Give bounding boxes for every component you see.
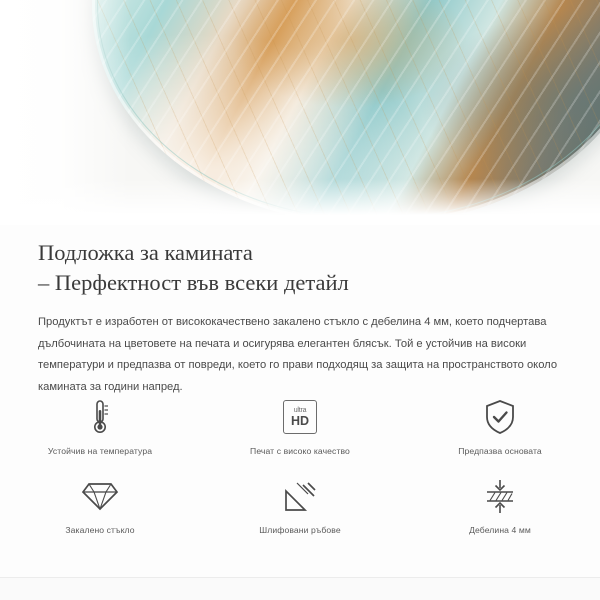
feature-grid	[0, 395, 600, 535]
page-title-line-2: – Перфектност във всеки детайл	[38, 270, 349, 295]
thermometer-icon	[90, 395, 110, 439]
feature-item	[200, 474, 400, 535]
ultra-hd-icon: ultra HD	[283, 395, 317, 439]
content-block	[0, 225, 600, 398]
feature-label: Закалено стъкло	[65, 525, 135, 535]
feature-item	[0, 474, 200, 535]
feature-item	[0, 395, 200, 456]
feature-label: Дебелина 4 мм	[469, 525, 531, 535]
feature-item	[400, 395, 600, 456]
footer-divider	[0, 577, 600, 600]
thickness-arrows-icon	[483, 474, 517, 518]
hero-product-image	[0, 0, 600, 225]
headline-block	[0, 225, 600, 298]
page-title-line-1: Подложка за камината	[38, 240, 253, 265]
polished-edges-icon	[283, 474, 317, 518]
page-title	[0, 238, 600, 298]
diamond-icon	[81, 474, 119, 518]
description-paragraph: Продуктът е изработен от висококачествено закалено стъкло с дебелина 4 мм, което подчертава дълбочината на цветовете на печата и осигурява елегантен блясък. Той е устойчив на високи температури и предпазва от повреди, което го прави подходящ за защита на пространството около камината за години напред.	[38, 316, 558, 393]
feature-label: Устойчив на температура	[47, 446, 153, 456]
feature-label: Предпазва основата	[458, 446, 542, 456]
feature-label: Печат с високо качество	[250, 446, 350, 456]
hero-bottom-fade	[0, 179, 600, 225]
feature-item	[200, 395, 400, 456]
description-block	[0, 298, 600, 398]
feature-item	[400, 474, 600, 535]
shield-check-icon	[483, 395, 517, 439]
feature-label: Шлифовани ръбове	[259, 525, 341, 535]
